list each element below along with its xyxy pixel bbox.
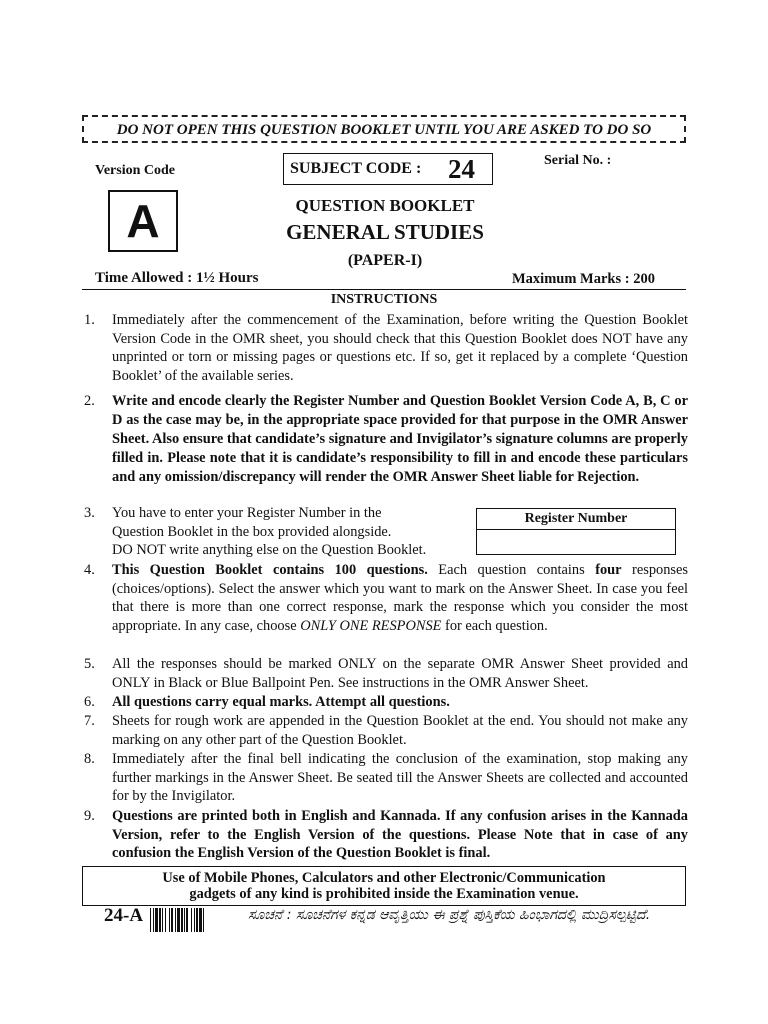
prohibition-notice [82, 866, 686, 906]
instruction-item-8 [84, 750, 688, 806]
item-text: All the responses should be marked ONLY on the separate OMR Answer Sheet provided and ONLY in Black or Blue Ballpoint Pen. See instructions in the OMR Answer Sheet. [112, 656, 688, 691]
item-text: Immediately after the final bell indicating the conclusion of the examination, stop making any further markings in the Answer Sheet. Be seated till the Answer Sheets are collected and accounted for by the Invigilator. [112, 751, 688, 805]
barcode-bar [194, 908, 195, 932]
barcode-bar [177, 908, 180, 932]
item-italic-text: ONLY ONE RESPONSE [300, 618, 442, 635]
item-number: 9. [84, 808, 95, 824]
booklet-title: QUESTION BOOKLET [295, 196, 475, 215]
paper-label: (PAPER-I) [347, 252, 423, 269]
item-text-part: Each question contains [427, 562, 596, 578]
instruction-item-1 [84, 311, 688, 386]
item-text: All questions carry equal marks. Attempt all questions. [112, 694, 450, 710]
subject-code-label: SUBJECT CODE : [290, 160, 422, 177]
item-number: 6. [84, 694, 95, 710]
instructions-heading: INSTRUCTIONS [330, 292, 438, 307]
barcode-bar [159, 908, 161, 932]
booklet-code: 24-A [104, 905, 144, 926]
barcode-bar [150, 908, 151, 932]
instruction-item-7 [84, 712, 688, 749]
barcode-graphic [150, 908, 242, 932]
version-code-box: A [108, 190, 178, 252]
barcode-bar [184, 908, 185, 932]
item-number: 1. [84, 312, 95, 328]
barcode-bar [153, 908, 154, 932]
item-text: Immediately after the commencement of the Examination, before writing the Question Booklet Version Code in the OMR sheet, you should check that this Question Booklet does NOT have any unprinted or torn or missing pages or questions etc. If so, get it replaced by a complete ‘Question Booklet’ of the available series. [112, 312, 688, 385]
barcode-bar [181, 908, 183, 932]
item-text: Write and encode clearly the Register Number and Question Booklet Version Code A, B, C or D as the case may be, in the appropriate space provided for that purpose in the OMR Answer Sheet. Also ensure that candidate’s signature and Invigilator’s signature columns are properly filled in. Please note that it is candidate’s responsibility to fill in and encode these particulars and any omission/discrepancy will render the OMR Answer Sheet liable for Rejection. [112, 393, 688, 485]
barcode-bar [165, 908, 166, 932]
subject-code-value: 24 [448, 154, 475, 184]
barcode-bar [162, 908, 163, 932]
notice-line: Use of Mobile Phones, Calculators and other Electronic/Communication [162, 870, 606, 886]
barcode-bar [203, 908, 204, 932]
instruction-item-4 [84, 561, 688, 636]
instruction-item-6 [84, 693, 688, 712]
barcode-bar [155, 908, 158, 932]
notice-line: gadgets of any kind is prohibited inside the Examination venue. [189, 886, 579, 902]
barcode-bar [191, 908, 192, 932]
barcode-bar [186, 908, 188, 932]
instruction-item-3 [84, 504, 484, 560]
item-text [112, 561, 688, 636]
warning-text: DO NOT OPEN THIS QUESTION BOOKLET UNTIL YOU ARE ASKED TO DO SO [116, 122, 652, 138]
item-number: 3. [84, 505, 95, 521]
item-text-line: You have to enter your Register Number in the [112, 505, 382, 521]
register-number-box[interactable] [476, 508, 676, 555]
serial-number-label: Serial No. : [544, 153, 612, 168]
instruction-item-5 [84, 655, 688, 692]
item-bold-text: This Question Booklet contains 100 questions. [112, 562, 428, 578]
warning-banner [82, 115, 686, 143]
barcode-bar [175, 908, 176, 932]
maximum-marks: Maximum Marks : 200 [512, 271, 655, 287]
barcode-bar [196, 908, 198, 932]
barcode-bar [199, 908, 202, 932]
item-text-part: responses (choices/options). Select the answer which you want to mark on the Answer Sheet. In case you feel that there is more than one correct response, mark the response which you consider the most appropriate. In any case, choose [112, 562, 688, 635]
item-number: 8. [84, 751, 95, 767]
instruction-item-9 [84, 807, 688, 863]
item-text-line: Question Booklet in the box provided alongside. [112, 523, 392, 540]
item-bold-text: four [595, 562, 622, 578]
register-number-label: Register Number [477, 509, 675, 530]
item-number: 7. [84, 713, 95, 729]
time-allowed: Time Allowed : 1½ Hours [95, 270, 259, 286]
instruction-item-2 [84, 392, 688, 487]
subject-title: GENERAL STUDIES [286, 220, 484, 244]
barcode-bar [169, 908, 170, 932]
subject-code-box [283, 153, 493, 185]
item-number: 5. [84, 656, 95, 672]
version-code-label: Version Code [95, 163, 175, 178]
item-number: 4. [84, 562, 95, 578]
kannada-note: ಸೂಚನೆ : ಸೂಚನೆಗಳ ಕನ್ನಡ ಆವೃತ್ತಿಯು ಈ ಪ್ರಶ್ನೆ ಪುಸ್ತಿಕೆಯ ಹಿಂಭಾಗದಲ್ಲಿ ಮುದ್ರಿಸಲ್ಪಟ್ಟಿದೆ. [248, 907, 651, 923]
barcode-bar [171, 908, 173, 932]
item-number: 2. [84, 393, 95, 409]
item-text: Questions are printed both in English and Kannada. If any confusion arises in the Kannada Version, refer to the English Version of the questions. Please Note that in case of any confusion the English Version of the Question Booklet is final. [112, 808, 688, 862]
item-text: Sheets for rough work are appended in the Question Booklet at the end. You should not make any marking on any other part of the Question Booklet. [112, 713, 688, 748]
header-divider [82, 289, 686, 290]
item-text-part: for each question. [441, 618, 548, 635]
item-text-line: DO NOT write anything else on the Question Booklet. [112, 542, 427, 559]
